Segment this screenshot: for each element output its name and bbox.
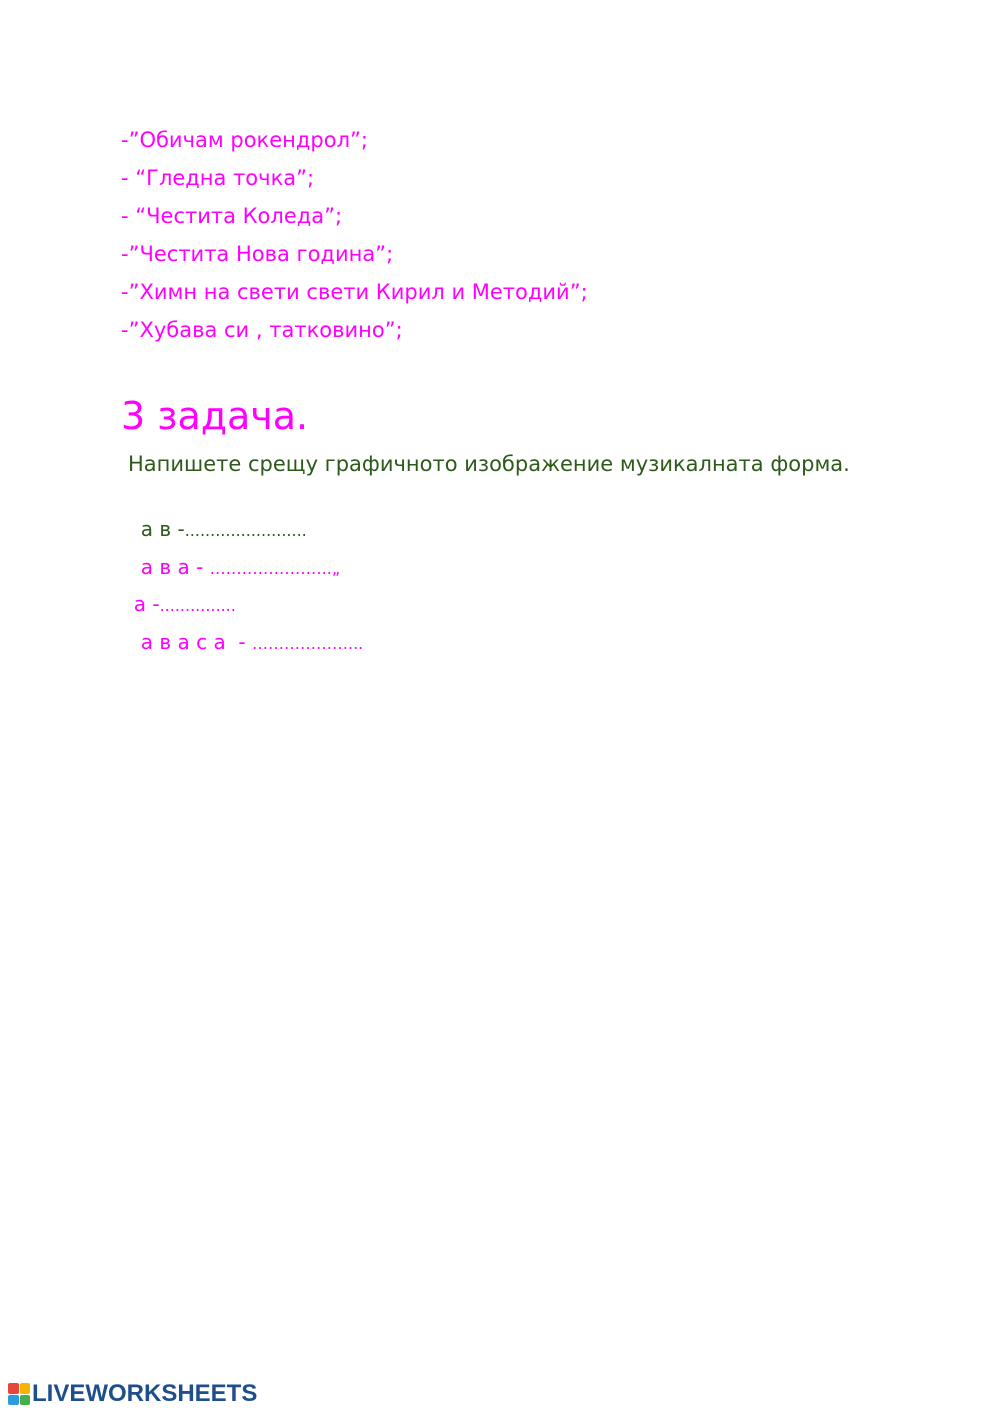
logo-block bbox=[8, 1395, 19, 1406]
form-label: а в а - bbox=[140, 555, 210, 579]
logo-block bbox=[20, 1395, 31, 1406]
form-label: а в а с а - bbox=[140, 630, 252, 654]
song-item: - “Честита Коледа”; bbox=[121, 204, 343, 228]
liveworksheets-logo bbox=[8, 1380, 257, 1408]
answer-blank[interactable]: ………………... bbox=[252, 634, 364, 653]
logo-blocks-icon bbox=[8, 1383, 30, 1405]
song-item: -”Химн на свети свети Кирил и Методий”; bbox=[121, 280, 588, 304]
task-title: 3 задача. bbox=[121, 394, 309, 438]
song-item: -”Честита Нова година”; bbox=[121, 242, 394, 266]
answer-blank[interactable]: ........................ bbox=[184, 521, 307, 540]
logo-block bbox=[20, 1383, 31, 1394]
logo-text: LIVEWORKSHEETS bbox=[32, 1380, 258, 1407]
form-label: а в - bbox=[140, 517, 185, 541]
form-row bbox=[128, 606, 363, 654]
song-item: - “Гледна точка”; bbox=[121, 166, 315, 190]
logo-block bbox=[8, 1383, 19, 1394]
song-list bbox=[121, 121, 588, 349]
song-item: -”Обичам рокендрол”; bbox=[121, 128, 368, 152]
task-instruction: Напишете срещу графичното изображение музикалната форма. bbox=[128, 452, 850, 476]
answer-blank[interactable]: …………………..„ bbox=[209, 559, 341, 578]
song-item: -”Хубава си , татковино”; bbox=[121, 318, 403, 342]
form-label: а - bbox=[133, 592, 160, 616]
answer-blank[interactable]: ............... bbox=[159, 596, 236, 615]
